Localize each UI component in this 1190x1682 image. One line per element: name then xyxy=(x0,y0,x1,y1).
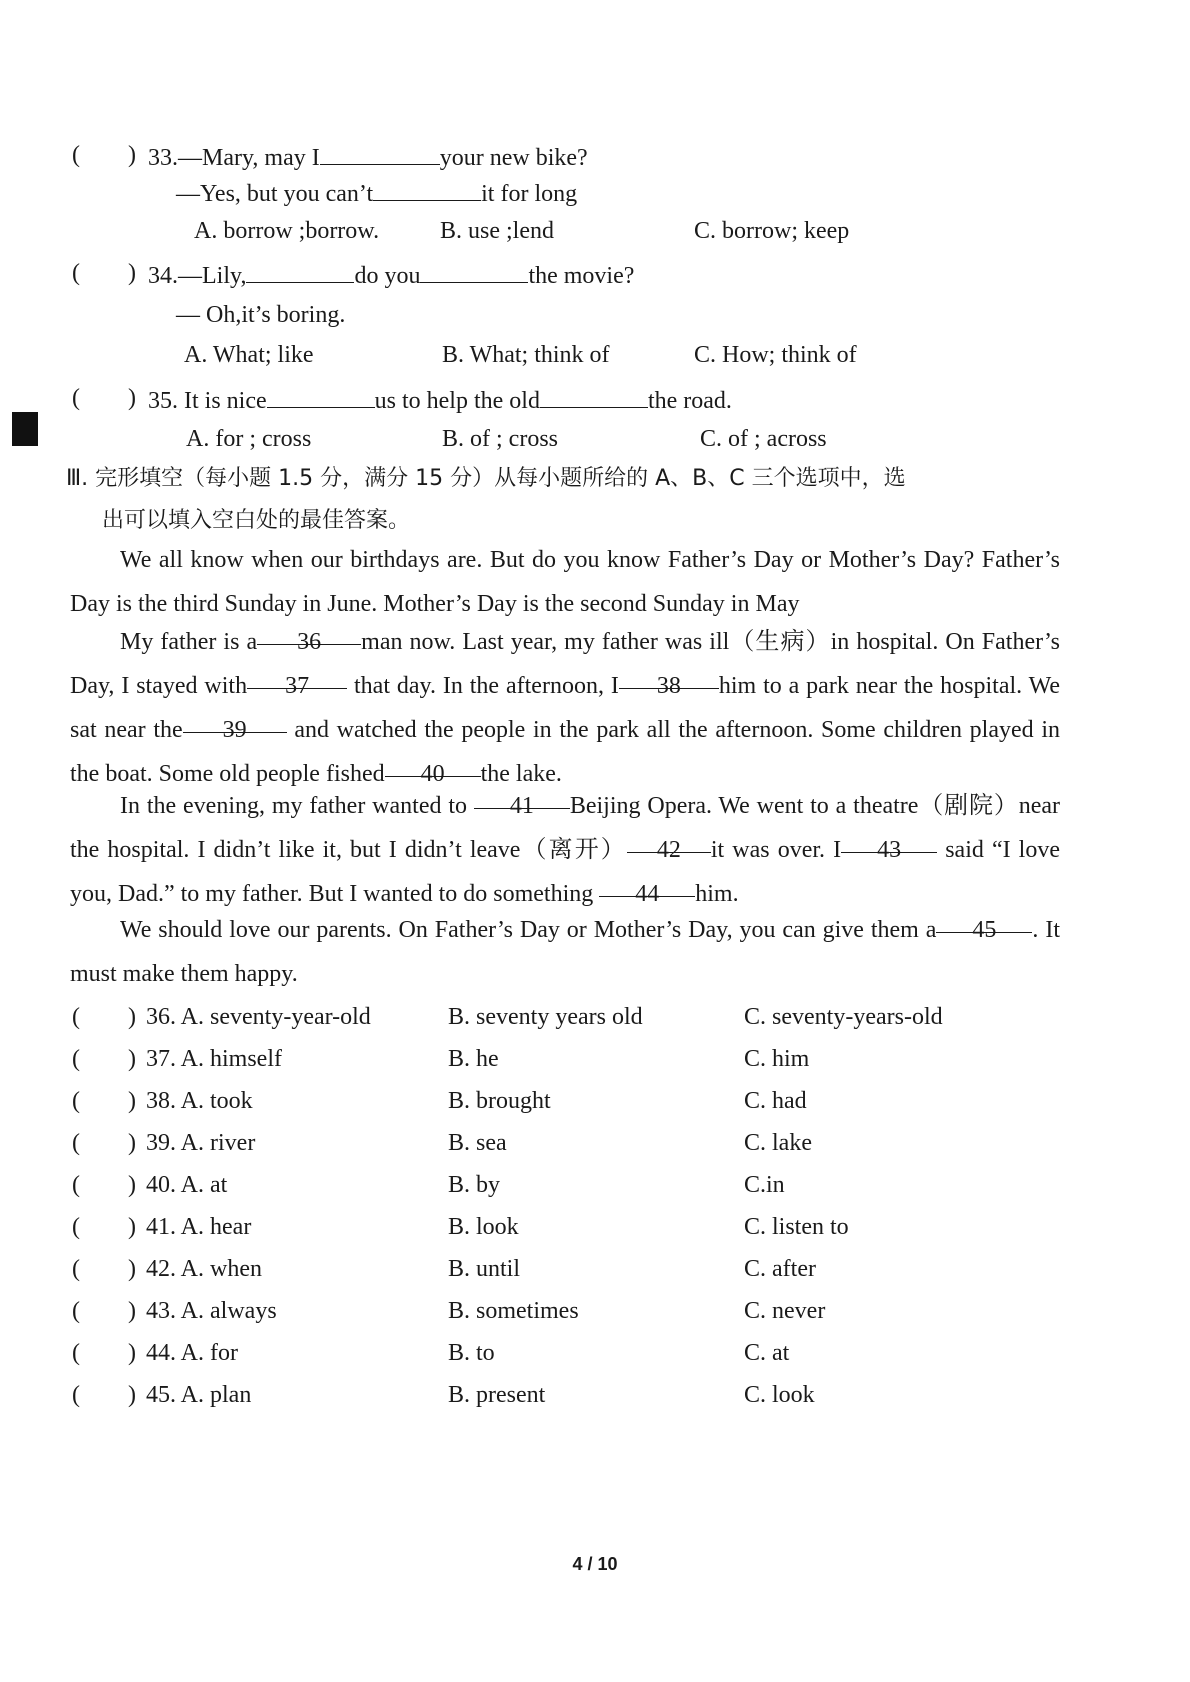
cloze-option-a: 44. A. for xyxy=(146,1340,238,1366)
cloze-option-b: B. to xyxy=(448,1340,495,1366)
answer-blank[interactable] xyxy=(320,140,440,165)
question-text: —Yes, but you can’t xyxy=(176,181,374,207)
option-33-b: B. use ;lend xyxy=(440,218,554,244)
paragraph-text: man now. Last year, my father was ill（生病）in hospital. On Father’s Day, I stayed with xyxy=(70,629,1060,699)
cloze-blank-36[interactable]: 36 xyxy=(257,620,361,645)
cloze-blank-41[interactable]: 41 xyxy=(474,784,570,809)
cloze-option-a: 41. A. hear xyxy=(146,1214,252,1240)
question-text: the road. xyxy=(647,388,732,414)
cloze-option-c: C. lake xyxy=(744,1130,812,1156)
cloze-option-a: 38. A. took xyxy=(146,1088,253,1114)
cloze-option-b: B. brought xyxy=(448,1088,551,1114)
passage-paragraph-2 xyxy=(70,620,1060,796)
cloze-option-a: 43. A. always xyxy=(146,1298,277,1324)
option-33-c: C. borrow; keep xyxy=(694,218,850,244)
question-33-reply xyxy=(176,176,577,209)
cloze-option-c: C. him xyxy=(744,1046,810,1072)
question-number: 33. xyxy=(148,145,178,171)
option-35-b: B. of ; cross xyxy=(442,426,558,452)
cloze-blank-43[interactable]: 43 xyxy=(841,828,937,853)
question-text: us to help the old xyxy=(374,388,540,414)
cloze-option-b: B. until xyxy=(448,1256,521,1282)
answer-blank[interactable] xyxy=(420,258,528,283)
paragraph-text: In the evening, my father wanted to xyxy=(120,793,474,819)
cloze-option-c: C. listen to xyxy=(744,1214,849,1240)
paragraph-text: it was over. I xyxy=(710,837,842,863)
passage-paragraph-4 xyxy=(70,908,1060,996)
paragraph-text: We should love our parents. On Father’s Day or Mother’s Day, you can give them a xyxy=(120,917,937,943)
paragraph-text: and watched the people in the park all the afternoon. Some children played in the boat. Some old people fished xyxy=(70,717,1060,787)
cloze-option-c: C. seventy-years-old xyxy=(744,1004,943,1030)
question-text: do you xyxy=(354,263,421,289)
question-number: 35. xyxy=(148,388,178,414)
cloze-option-c: C. look xyxy=(744,1382,815,1408)
cloze-option-a: 45. A. plan xyxy=(146,1382,252,1408)
cloze-option-a: 36. A. seventy-year-old xyxy=(146,1004,371,1030)
cloze-blank-37[interactable]: 37 xyxy=(247,664,347,689)
paragraph-text: My father is a xyxy=(120,629,258,655)
paragraph-text: said “I love you, Dad.” to my father. But I wanted to do something xyxy=(70,837,1061,907)
answer-paren-43[interactable]: ( ) xyxy=(72,1298,136,1324)
cloze-option-b: B. present xyxy=(448,1382,546,1408)
answer-blank[interactable] xyxy=(373,176,481,201)
cloze-option-b: B. seventy years old xyxy=(448,1004,643,1030)
paragraph-text: the lake. xyxy=(480,761,562,787)
section-heading: Ⅲ. 完形填空（每小题 1.5 分，满分 15 分）从每小题所给的 A、B、C 三个选项中，选 xyxy=(66,466,906,491)
answer-blank[interactable] xyxy=(540,383,648,408)
answer-paren-36[interactable]: ( ) xyxy=(72,1004,136,1030)
question-35 xyxy=(148,383,732,416)
cloze-blank-38[interactable]: 38 xyxy=(619,664,719,689)
cloze-blank-44[interactable]: 44 xyxy=(599,872,695,897)
answer-blank[interactable] xyxy=(246,258,354,283)
cloze-option-c: C. had xyxy=(744,1088,807,1114)
option-33-a: A. borrow ;borrow. xyxy=(194,218,380,244)
passage-paragraph-1 xyxy=(70,538,1060,626)
cloze-option-c: C.in xyxy=(744,1172,785,1198)
answer-paren-37[interactable]: ( ) xyxy=(72,1046,136,1072)
cloze-blank-39[interactable]: 39 xyxy=(183,708,287,733)
answer-paren-39[interactable]: ( ) xyxy=(72,1130,136,1156)
question-text: It is nice xyxy=(184,388,267,414)
answer-paren-38[interactable]: ( ) xyxy=(72,1088,136,1114)
answer-paren-33[interactable]: ( ) xyxy=(72,142,136,168)
option-35-a: A. for ; cross xyxy=(186,426,312,452)
cloze-blank-42[interactable]: 42 xyxy=(627,828,711,853)
answer-paren-41[interactable]: ( ) xyxy=(72,1214,136,1240)
question-number: 34. xyxy=(148,263,178,289)
cloze-option-b: B. look xyxy=(448,1214,519,1240)
cloze-option-a: 37. A. himself xyxy=(146,1046,282,1072)
paragraph-text: him. xyxy=(695,881,739,907)
option-34-c: C. How; think of xyxy=(694,342,857,368)
cloze-option-c: C. after xyxy=(744,1256,816,1282)
question-text: your new bike? xyxy=(439,145,588,171)
paragraph-text: that day. In the afternoon, I xyxy=(347,673,619,699)
question-text: — Oh,it’s boring. xyxy=(176,302,346,328)
cloze-option-b: B. sometimes xyxy=(448,1298,579,1324)
page-number: 4 / 10 xyxy=(572,1554,618,1574)
cloze-option-a: 40. A. at xyxy=(146,1172,228,1198)
question-34-reply xyxy=(176,300,345,330)
cloze-blank-45[interactable]: 45 xyxy=(936,908,1032,933)
cloze-option-b: B. sea xyxy=(448,1130,507,1156)
paragraph-text: We all know when our birthdays are. But do you know Father’s Day or Mother’s Day? Father’s Day is the third Sunday in June. Mother’s Day is the second Sunday in May xyxy=(70,547,1060,617)
answer-blank[interactable] xyxy=(267,383,375,408)
cloze-blank-40[interactable]: 40 xyxy=(385,752,481,777)
option-35-c: C. of ; across xyxy=(700,426,827,452)
question-text: it for long xyxy=(481,181,578,207)
option-34-b: B. What; think of xyxy=(442,342,610,368)
question-34 xyxy=(148,258,634,291)
cloze-option-a: 39. A. river xyxy=(146,1130,256,1156)
scan-marker xyxy=(12,412,38,446)
question-33 xyxy=(148,140,588,173)
cloze-option-b: B. by xyxy=(448,1172,501,1198)
answer-paren-35[interactable]: ( ) xyxy=(72,385,136,411)
question-text: —Lily, xyxy=(178,263,247,289)
question-text: the movie? xyxy=(528,263,635,289)
cloze-option-c: C. at xyxy=(744,1340,790,1366)
answer-paren-34[interactable]: ( ) xyxy=(72,260,136,286)
cloze-option-c: C. never xyxy=(744,1298,826,1324)
answer-paren-44[interactable]: ( ) xyxy=(72,1340,136,1366)
question-text: —Mary, may I xyxy=(178,145,320,171)
cloze-option-b: B. he xyxy=(448,1046,499,1072)
cloze-option-a: 42. A. when xyxy=(146,1256,262,1282)
answer-paren-40[interactable]: ( ) xyxy=(72,1172,136,1198)
passage-paragraph-3 xyxy=(70,784,1060,916)
answer-paren-42[interactable]: ( ) xyxy=(72,1256,136,1282)
paragraph-text: . It must make them happy. xyxy=(70,917,1060,987)
answer-paren-45[interactable]: ( ) xyxy=(72,1382,136,1408)
section-heading-cont: 出可以填入空白处的最佳答案。 xyxy=(102,508,411,533)
paragraph-text: him to a park near the hospital. We sat near the xyxy=(70,673,1060,743)
paragraph-text: Beijing Opera. We went to a theatre（剧院）near the hospital. I didn’t like it, but I didn’t leave（离开） xyxy=(70,793,1060,863)
option-34-a: A. What; like xyxy=(184,342,314,368)
